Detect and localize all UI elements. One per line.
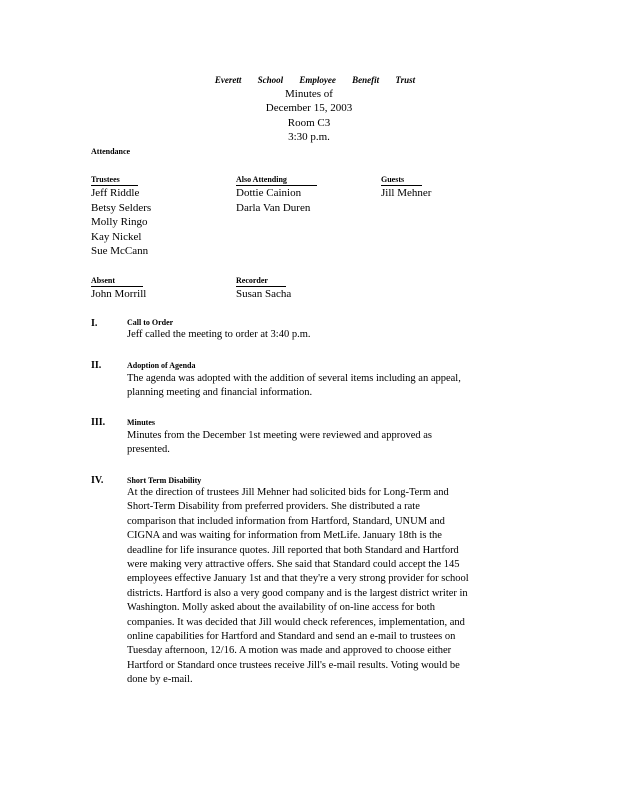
also-attending-list [236, 186, 310, 215]
attendance-heading: Attendance [91, 147, 131, 156]
section-line: Jeff called the meeting to order at 3:40 p.m. [127, 329, 311, 340]
section-numeral: III. [91, 417, 106, 428]
trustee-name: Sue McCann [91, 245, 149, 257]
section-title: Call to Order [127, 318, 174, 327]
section-line: Minutes from the December 1st meeting were reviewed and approved as [127, 430, 432, 441]
section-line: CIGNA and was waiting for information from MetLife. January 18th is the [127, 530, 442, 542]
also-attending-label-text: Also Attending [236, 175, 317, 186]
recorder-label [236, 276, 286, 287]
absent-name: John Morrill [91, 288, 147, 300]
section-line: Washington. Molly asked about the availability of on-line access for both [127, 602, 435, 614]
section-numeral: II. [91, 360, 102, 371]
section-line: Hartford or Standard once trustees receive Jill's e-mail results. Voting would be [127, 659, 460, 671]
section-numeral: I. [91, 318, 98, 329]
trustee-name: Jeff Riddle [91, 187, 140, 199]
guest-name: Jill Mehner [381, 187, 432, 199]
trustees-label-text: Trustees [91, 175, 138, 186]
section-line: The agenda was adopted with the addition of several items including an appeal, [127, 373, 461, 384]
trustee-name: Betsy Selders [91, 201, 152, 214]
section-body [127, 429, 432, 458]
document-subtitle: Minutes of [285, 88, 333, 100]
section-title: Adoption of Agenda [127, 361, 196, 370]
also-attending-label [236, 175, 317, 186]
section-numeral: IV. [91, 475, 104, 486]
section-line: were making very attractive offers. She said that Standard could accept the 145 [127, 559, 460, 571]
meeting-time: 3:30 p.m. [288, 131, 330, 143]
section-line: online capabilities for Hartford and Standard and send an e-mail to trustees on [127, 631, 456, 643]
section-line: deadline for life insurance quotes. Jill reported that both Standard and Hartford [127, 544, 459, 556]
section-body [127, 328, 311, 342]
section-title: Short Term Disability [127, 476, 202, 485]
absent-label [91, 276, 143, 287]
recorder-name: Susan Sacha [236, 288, 292, 300]
section-title: Minutes [127, 418, 155, 427]
section-body [127, 372, 461, 401]
absent-label-text: Absent [91, 276, 143, 287]
trustees-list [91, 186, 151, 259]
section-line: districts. Hartford is also a very good company and is the largest district writer in [127, 587, 468, 599]
section-line: done by e-mail. [127, 674, 193, 686]
absent-list [91, 287, 146, 302]
also-attending-name: Dottie Cainion [236, 187, 302, 199]
section-line: planning meeting and financial information. [127, 387, 313, 399]
section-line: presented. [127, 444, 170, 456]
guests-label-text: Guests [381, 175, 422, 186]
section-line: Tuesday afternoon, 12/16. A motion was made and approved to choose either [127, 645, 452, 657]
trustee-name: Molly Ringo [91, 216, 148, 228]
meeting-room: Room C3 [287, 117, 331, 129]
guests-label [381, 175, 422, 186]
section-line: Short-Term Disability from preferred providers. She distributed a rate [127, 501, 420, 513]
guests-list [381, 186, 431, 201]
recorder-list [236, 287, 291, 302]
recorder-label-text: Recorder [236, 276, 286, 287]
trustees-label [91, 175, 138, 186]
section-line: At the direction of trustees Jill Mehner had solicited bids for Long-Term and [127, 487, 449, 498]
trustee-name: Kay Nickel [91, 230, 142, 243]
meeting-date: December 15, 2003 [265, 102, 353, 114]
section-line: comparison that included information from Hartford, Standard, UNUM and [127, 515, 445, 527]
also-attending-name: Darla Van Duren [236, 201, 311, 214]
document-title: Everett School Employee Benefit Trust [214, 75, 416, 85]
section-body [127, 486, 469, 688]
section-line: companies. It was decided that Jill would check references, implementation, and [127, 616, 465, 628]
section-line: employees effective January 1st and that they're a very strong provider for school [127, 573, 469, 585]
